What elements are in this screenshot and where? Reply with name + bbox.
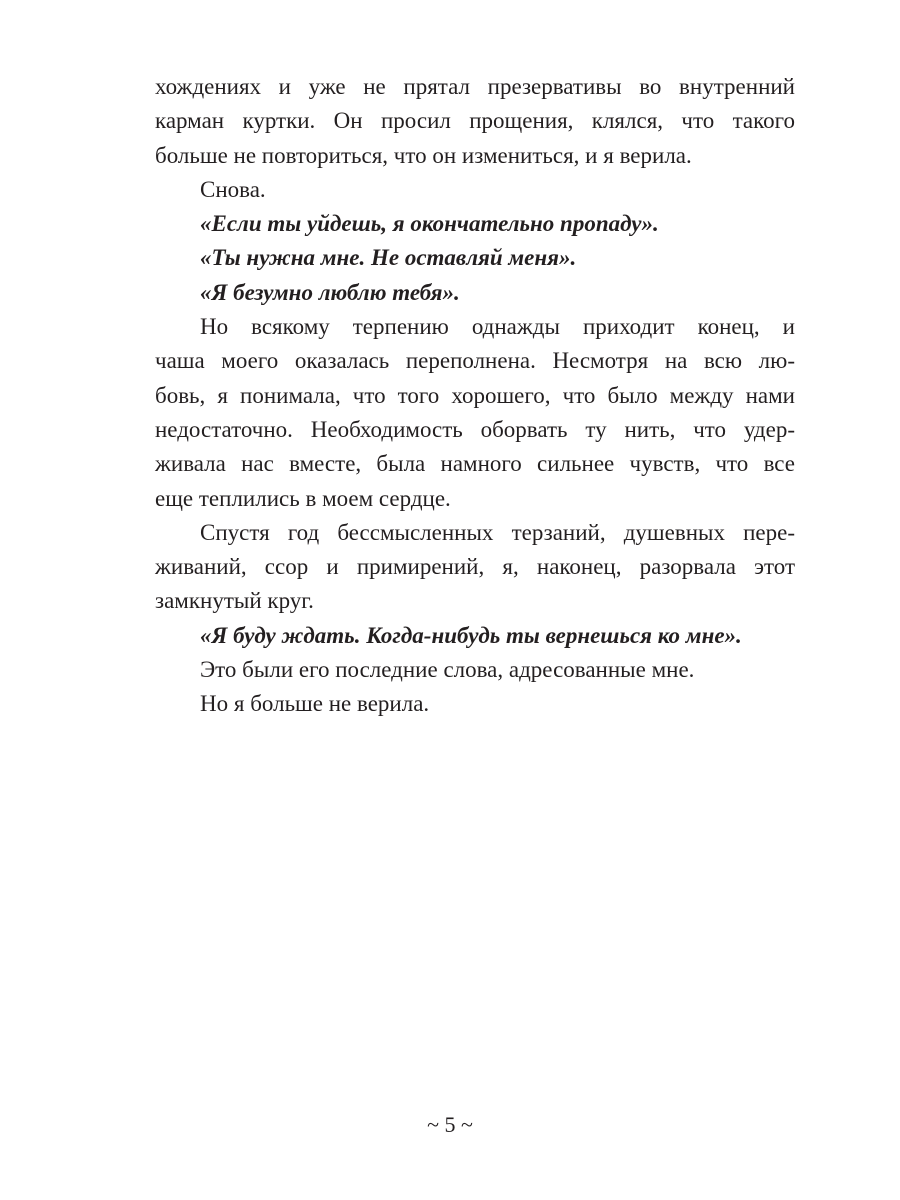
quote-line: «Ты нужна мне. Не оставляй меня». [200, 245, 577, 271]
text-line: бовь, я понимала, что того хорошего, что было между нами [155, 382, 795, 408]
text-line: хождениях и уже не прятал презервативы во внутренний [155, 74, 795, 99]
quote-line: «Я безумно люблю тебя». [200, 279, 460, 305]
text-line: Спустя год бессмысленных терзаний, душевных пере- [200, 519, 795, 545]
text-line: живаний, ссор и примирений, я, наконец, разорвала этот [155, 554, 795, 580]
page-text [155, 70, 795, 722]
text-line: Но всякому терпению однажды приходит конец, и [200, 314, 795, 340]
text-line: Снова. [200, 176, 266, 202]
text-line: еще теплились в моем сердце. [155, 485, 451, 511]
text-line: недостаточно. Необходимость оборвать ту нить, что удер- [155, 416, 795, 442]
text-line: живала нас вместе, была намного сильнее чувств, что все [155, 451, 795, 477]
text-line: чаша моего оказалась переполнена. Несмотря на всю лю- [155, 348, 795, 374]
text-line: больше не повториться, что он измениться, и я верила. [155, 142, 692, 168]
text-line: Но я больше не верила. [200, 691, 430, 717]
quote-line: «Я буду ждать. Когда-нибудь ты вернешься ко мне». [200, 622, 742, 648]
text-line: замкнутый круг. [155, 588, 314, 614]
quote-line: «Если ты уйдешь, я окончательно пропаду». [200, 211, 659, 237]
text-line: карман куртки. Он просил прощения, клялся, что такого [155, 108, 795, 134]
page-number: ~ 5 ~ [427, 1112, 473, 1137]
text-line: Это были его последние слова, адресованные мне. [200, 657, 695, 683]
